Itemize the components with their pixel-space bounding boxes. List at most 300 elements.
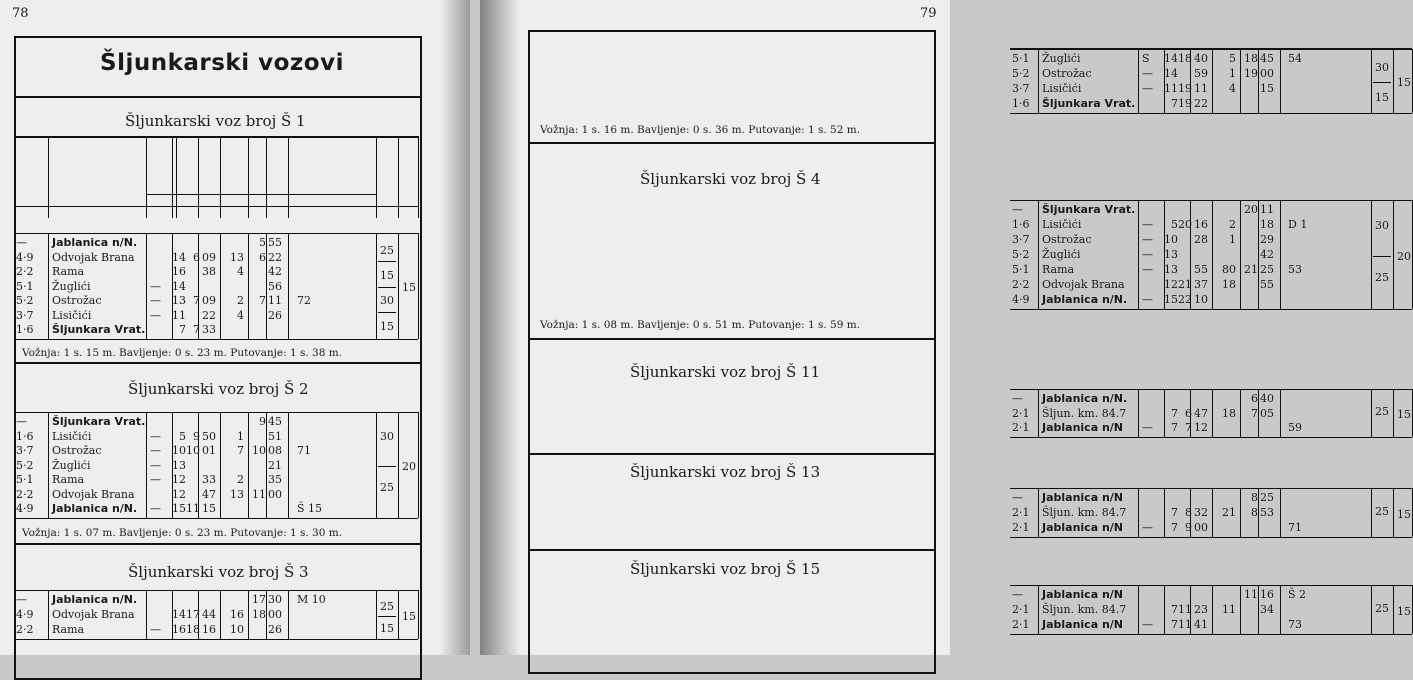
bavljenje-cell: 2 xyxy=(237,473,244,486)
column-rule xyxy=(1371,200,1372,309)
column-rule xyxy=(220,412,221,518)
station-name: Lisičići xyxy=(52,308,92,322)
station-name: Žuglići xyxy=(52,458,91,472)
km-cell: 1·6 xyxy=(1012,97,1030,110)
km-cell: — xyxy=(1012,392,1023,405)
odlazak-min: 55 xyxy=(1260,278,1274,291)
smjer-cell: — xyxy=(150,473,161,486)
km-cell: — xyxy=(16,236,27,249)
red-vozno-cell: 14 xyxy=(172,279,186,293)
column-rule xyxy=(288,412,289,518)
osn-brzina: 25 xyxy=(1375,271,1389,285)
dolazak-min: 28 xyxy=(1194,233,1208,246)
summary-s4: Vožnja: 1 s. 08 m. Bavljenje: 0 s. 51 m. Putovanje: 1 s. 59 m. xyxy=(540,319,861,331)
column-rule xyxy=(1138,49,1139,113)
sastajanja-cell: Š 2 xyxy=(1288,588,1307,601)
dolazak-min: 22 xyxy=(1194,97,1208,110)
odlazak-min: 05 xyxy=(1260,406,1274,420)
column-rule xyxy=(172,590,173,639)
dolazak-min: 47 xyxy=(202,487,216,501)
bavljenje-cell: 4 xyxy=(237,265,244,278)
odlazak-min: 40 xyxy=(1260,392,1274,405)
column-rule xyxy=(398,412,399,518)
column-rule xyxy=(172,233,173,339)
km-cell: 5·1 xyxy=(16,279,34,293)
km-cell: 2·1 xyxy=(1012,406,1030,420)
column-rule xyxy=(1240,200,1241,309)
proc-kocenja: 15 xyxy=(1397,604,1411,618)
dolazak-min: 37 xyxy=(1194,278,1208,291)
station-name: Šljunkara Vrat. xyxy=(1042,97,1136,110)
divider xyxy=(530,549,934,551)
bavljenje-cell: 2 xyxy=(237,294,244,307)
bavljenje-cell: 7 xyxy=(237,444,244,457)
km-cell: 2·1 xyxy=(1012,618,1030,631)
odlazak-min: 42 xyxy=(268,265,282,278)
column-rule xyxy=(1038,585,1039,634)
left-page xyxy=(0,0,470,655)
row-rule xyxy=(378,287,396,288)
column-rule xyxy=(198,412,199,518)
red-vozno-cell: 15 xyxy=(1164,293,1178,306)
dolazak-min: 23 xyxy=(1194,603,1208,616)
red-vozno-cell: 14 xyxy=(172,608,186,621)
bavljenje-cell: 80 xyxy=(1222,263,1236,276)
dolazak-min: 01 xyxy=(202,444,216,457)
km-cell: 4·9 xyxy=(16,502,34,515)
column-rule xyxy=(1371,488,1372,537)
proc-kocenja: 15 xyxy=(402,280,416,294)
km-cell: 2·2 xyxy=(1012,278,1030,291)
column-rule xyxy=(1212,389,1213,437)
column-rule xyxy=(1038,49,1039,113)
column-rule xyxy=(1190,200,1191,309)
km-cell: — xyxy=(1012,491,1023,504)
odlazak-hour: 6 xyxy=(1251,392,1258,405)
odlazak-min: 29 xyxy=(1260,233,1274,246)
dolazak-hour: 11 xyxy=(1178,618,1192,631)
divider xyxy=(16,362,420,364)
column-rule xyxy=(418,412,419,518)
red-vozno-cell: 7 xyxy=(1171,506,1178,519)
odlazak-min: 26 xyxy=(268,308,282,322)
km-cell: 1·6 xyxy=(16,323,34,336)
page-gutter-shadow xyxy=(440,0,470,655)
odlazak-hour: 20 xyxy=(1244,203,1258,216)
station-name: Lisičići xyxy=(52,429,92,443)
station-name: Jablanica n/N. xyxy=(52,593,138,606)
row-rule xyxy=(14,590,418,591)
divider xyxy=(530,453,934,455)
row-rule xyxy=(14,639,418,640)
column-rule xyxy=(1371,49,1372,113)
odlazak-hour: 11 xyxy=(1244,588,1258,601)
dolazak-min: 16 xyxy=(1194,218,1208,231)
dolazak-hour: 9 xyxy=(1185,521,1192,534)
odlazak-min: 34 xyxy=(1260,603,1274,616)
osn-brzina: 15 xyxy=(380,622,394,636)
odlazak-min: 42 xyxy=(1260,248,1274,261)
divider xyxy=(16,543,420,545)
column-rule xyxy=(48,590,49,639)
dolazak-hour: 19 xyxy=(1178,82,1192,95)
station-name: Jablanica n/N. xyxy=(52,236,138,249)
km-cell: 5·2 xyxy=(16,458,34,472)
station-name: Šljunkara Vrat. xyxy=(1042,203,1136,216)
station-name: Jablanica n/N xyxy=(1042,521,1124,534)
odlazak-min: 00 xyxy=(1260,67,1274,80)
dolazak-hour: 7 xyxy=(193,294,200,307)
station-name: Žuglići xyxy=(1042,248,1081,261)
section-title-s4: Šljunkarski voz broj Š 4 xyxy=(640,170,821,188)
km-cell: — xyxy=(16,415,27,428)
km-cell: 4·9 xyxy=(16,608,34,621)
dolazak-hour: 18 xyxy=(1178,52,1192,65)
proc-kocenja: 15 xyxy=(1397,507,1411,521)
station-name: Odvojak Brana xyxy=(52,608,135,621)
column-rule xyxy=(1393,488,1394,537)
column-rule xyxy=(1280,389,1281,437)
km-cell: 1·6 xyxy=(16,429,34,443)
dolazak-min: 38 xyxy=(202,265,216,278)
bavljenje-cell: 13 xyxy=(230,487,244,501)
dolazak-hour: 19 xyxy=(1178,97,1192,110)
column-rule xyxy=(1371,585,1372,634)
odlazak-min: 00 xyxy=(268,608,282,621)
km-cell: 5·2 xyxy=(1012,67,1030,80)
column-rule xyxy=(288,233,289,339)
row-rule xyxy=(14,136,418,138)
station-name: Šljun. km. 84.7 xyxy=(1042,506,1127,519)
bavljenje-cell: 4 xyxy=(1229,82,1236,95)
column-rule xyxy=(1280,488,1281,537)
smjer-cell: — xyxy=(150,308,161,322)
row-rule xyxy=(1010,488,1412,489)
column-rule xyxy=(1190,585,1191,634)
red-vozno-cell: 13 xyxy=(1164,248,1178,261)
station-name: Lisičići xyxy=(1042,82,1082,95)
odlazak-min: 08 xyxy=(268,444,282,457)
column-rule xyxy=(1138,389,1139,437)
odlazak-hour: 8 xyxy=(1251,506,1258,519)
smjer-cell: — xyxy=(150,279,161,293)
odlazak-min: 16 xyxy=(1260,588,1274,601)
column-rule xyxy=(1212,585,1213,634)
km-cell: 3·7 xyxy=(1012,82,1030,95)
smjer-cell: — xyxy=(150,444,161,457)
km-cell: — xyxy=(16,593,27,606)
column-rule xyxy=(198,590,199,639)
row-rule xyxy=(1010,437,1412,438)
osn-brzina: 25 xyxy=(1375,504,1389,518)
odlazak-hour: 19 xyxy=(1244,67,1258,80)
station-name: Jablanica n/N xyxy=(1042,491,1124,504)
red-vozno-cell: 13 xyxy=(172,458,186,472)
odlazak-min: 30 xyxy=(268,593,282,606)
station-name: Rama xyxy=(1042,263,1075,276)
odlazak-min: 53 xyxy=(1260,506,1274,519)
column-rule xyxy=(376,233,377,339)
km-cell: 5·1 xyxy=(16,473,34,486)
page-gutter-shadow xyxy=(480,0,520,655)
column-rule xyxy=(48,412,49,518)
dolazak-min: 55 xyxy=(1194,263,1208,276)
summary-s1: Vožnja: 1 s. 15 m. Bavljenje: 0 s. 23 m. Putovanje: 1 s. 38 m. xyxy=(22,347,343,359)
km-cell: 3·7 xyxy=(16,308,34,322)
dolazak-hour: 7 xyxy=(1185,421,1192,434)
sastajanja-cell: 73 xyxy=(1288,618,1302,631)
column-rule xyxy=(1164,585,1165,634)
dolazak-min: 22 xyxy=(202,308,216,322)
dolazak-min: 10 xyxy=(1194,293,1208,306)
odlazak-min: 11 xyxy=(268,294,282,307)
km-cell: 5·2 xyxy=(1012,248,1030,261)
dolazak-min: 41 xyxy=(1194,618,1208,631)
column-rule xyxy=(1280,585,1281,634)
red-vozno-cell: 12 xyxy=(172,473,186,486)
column-rule xyxy=(1190,49,1191,113)
column-rule xyxy=(1393,389,1394,437)
station-name: Ostrožac xyxy=(1042,67,1092,80)
odlazak-min: 51 xyxy=(268,429,282,443)
osn-brzina: 15 xyxy=(380,319,394,333)
column-rule xyxy=(1280,49,1281,113)
column-rule xyxy=(1240,389,1241,437)
km-cell: 2·2 xyxy=(16,623,34,636)
dolazak-hour: 17 xyxy=(186,608,200,621)
smjer-cell: — xyxy=(150,623,161,636)
odlazak-hour: 9 xyxy=(259,415,266,428)
station-name: Ostrožac xyxy=(52,444,102,457)
osn-brzina: 15 xyxy=(380,268,394,282)
column-rule xyxy=(248,590,249,639)
row-rule xyxy=(14,518,418,519)
red-vozno-cell: 7 xyxy=(1171,406,1178,420)
osn-brzina: 25 xyxy=(380,599,394,613)
smjer-cell: — xyxy=(1142,293,1153,306)
bavljenje-cell: 18 xyxy=(1222,278,1236,291)
column-rule xyxy=(1240,585,1241,634)
red-vozno-cell: 12 xyxy=(1164,278,1178,291)
summary-s2: Vožnja: 1 s. 07 m. Bavljenje: 0 s. 23 m. Putovanje: 1 s. 30 m. xyxy=(22,527,343,539)
proc-kocenja: 15 xyxy=(1397,76,1411,89)
column-rule xyxy=(1164,488,1165,537)
divider xyxy=(16,96,420,98)
odlazak-min: 15 xyxy=(1260,82,1274,95)
row-rule xyxy=(1010,309,1412,310)
column-rule xyxy=(1280,200,1281,309)
summary-s3: Vožnja: 1 s. 16 m. Bavljenje: 0 s. 36 m. Putovanje: 1 s. 52 m. xyxy=(540,124,861,136)
bavljenje-cell: 1 xyxy=(237,429,244,443)
column-rule xyxy=(376,590,377,639)
sastajanja-cell: Š 15 xyxy=(297,502,323,515)
station-name: Jablanica n/N xyxy=(1042,618,1124,631)
odlazak-hour: 10 xyxy=(252,444,266,457)
column-rule xyxy=(220,590,221,639)
column-rule xyxy=(1038,389,1039,437)
column-rule xyxy=(266,590,267,639)
km-cell: 3·7 xyxy=(1012,233,1030,246)
odlazak-hour: 6 xyxy=(259,250,266,264)
station-name: Rama xyxy=(52,473,85,486)
column-rule xyxy=(398,233,399,339)
red-vozno-cell: 12 xyxy=(172,487,186,501)
odlazak-hour: 18 xyxy=(1244,52,1258,65)
bavljenje-cell: 4 xyxy=(237,308,244,322)
dolazak-min: 33 xyxy=(202,323,216,336)
smjer-cell: — xyxy=(1142,218,1153,231)
odlazak-min: 11 xyxy=(1260,203,1274,216)
station-name: Jablanica n/N. xyxy=(52,502,138,515)
dolazak-hour: 9 xyxy=(193,429,200,443)
row-rule xyxy=(378,261,396,262)
column-rule xyxy=(288,590,289,639)
row-rule xyxy=(1373,256,1391,257)
row-rule xyxy=(378,466,396,467)
km-cell: 2·1 xyxy=(1012,421,1030,434)
odlazak-min: 22 xyxy=(268,250,282,264)
red-vozno-cell: 7 xyxy=(1171,618,1178,631)
section-title-s3: Šljunkarski voz broj Š 3 xyxy=(128,563,309,581)
odlazak-min: 45 xyxy=(1260,52,1274,65)
column-rule xyxy=(1393,49,1394,113)
column-rule xyxy=(1212,200,1213,309)
column-rule xyxy=(1212,488,1213,537)
odlazak-min: 26 xyxy=(268,623,282,636)
bavljenje-cell: 1 xyxy=(1229,67,1236,80)
row-rule xyxy=(1010,389,1412,390)
station-name: Žuglići xyxy=(52,279,91,293)
dolazak-hour: 6 xyxy=(193,250,200,264)
row-rule xyxy=(146,194,376,195)
red-vozno-cell: 13 xyxy=(1164,263,1178,276)
proc-kocenja: 15 xyxy=(1397,407,1411,421)
dolazak-hour: 18 xyxy=(186,623,200,636)
sastajanja-cell: 71 xyxy=(1288,521,1302,534)
page-number-left: 78 xyxy=(12,6,29,21)
row-rule xyxy=(378,616,396,617)
dolazak-min: 33 xyxy=(202,473,216,486)
odlazak-min: 25 xyxy=(1260,263,1274,276)
dolazak-hour: 11 xyxy=(186,502,200,515)
row-rule xyxy=(1010,200,1412,201)
column-rule xyxy=(1138,200,1139,309)
station-name: Šljunkara Vrat. xyxy=(52,323,146,336)
smjer-cell: — xyxy=(1142,67,1153,80)
osn-brzina: 30 xyxy=(1375,61,1389,74)
row-rule xyxy=(378,312,396,313)
dolazak-min: 50 xyxy=(202,429,216,443)
column-rule xyxy=(146,412,147,518)
sastajanja-cell: 59 xyxy=(1288,421,1302,434)
smjer-cell: S xyxy=(1142,52,1150,65)
station-name: Odvojak Brana xyxy=(1042,278,1125,291)
osn-brzina: 30 xyxy=(1375,218,1389,232)
osn-brzina: 25 xyxy=(380,243,394,257)
red-vozno-cell: 15 xyxy=(172,502,186,515)
column-rule xyxy=(1371,389,1372,437)
column-rule xyxy=(1258,585,1259,634)
km-cell: 2·2 xyxy=(16,265,34,278)
sastajanja-cell: 72 xyxy=(297,294,311,307)
station-name: Šljun. km. 84.7 xyxy=(1042,406,1127,420)
red-vozno-cell: 7 xyxy=(1171,521,1178,534)
station-name: Rama xyxy=(52,623,85,636)
right-page xyxy=(480,0,1411,655)
km-cell: 2·1 xyxy=(1012,506,1030,519)
km-cell: 3·7 xyxy=(16,444,34,457)
km-cell: 5·2 xyxy=(16,294,34,307)
column-rule xyxy=(248,412,249,518)
dolazak-hour: 8 xyxy=(1185,506,1192,519)
dolazak-min: 09 xyxy=(202,294,216,307)
dolazak-hour: 6 xyxy=(1185,406,1192,420)
divider xyxy=(530,338,934,340)
column-rule xyxy=(418,590,419,639)
km-cell: 2·1 xyxy=(1012,521,1030,534)
dolazak-min: 32 xyxy=(1194,506,1208,519)
station-name: Jablanica n/N. xyxy=(1042,293,1128,306)
row-rule xyxy=(14,339,418,340)
km-cell: — xyxy=(1012,588,1023,601)
red-vozno-cell: 14 xyxy=(1164,67,1178,80)
dolazak-min: 40 xyxy=(1194,52,1208,65)
station-name: Ostrožac xyxy=(52,294,102,307)
red-vozno-cell: 16 xyxy=(172,623,186,636)
column-rule xyxy=(266,412,267,518)
section-title-s1: Šljunkarski voz broj Š 1 xyxy=(125,112,306,130)
row-rule xyxy=(1010,49,1412,50)
odlazak-hour: 5 xyxy=(259,236,266,249)
bavljenje-cell: 11 xyxy=(1222,603,1236,616)
bavljenje-cell: 16 xyxy=(230,608,244,621)
km-cell: 1·6 xyxy=(1012,218,1030,231)
sastajanja-cell: 53 xyxy=(1288,263,1302,276)
dolazak-min: 11 xyxy=(1194,82,1208,95)
column-rule xyxy=(1258,200,1259,309)
red-vozno-cell: 11 xyxy=(1164,82,1178,95)
row-rule xyxy=(1010,113,1412,114)
smjer-cell: — xyxy=(150,458,161,472)
row-rule xyxy=(1010,537,1412,538)
column-rule xyxy=(248,233,249,339)
page-title: Šljunkarski vozovi xyxy=(100,50,344,76)
station-name: Odvojak Brana xyxy=(52,250,135,264)
station-name: Jablanica n/N xyxy=(1042,588,1124,601)
odlazak-hour: 11 xyxy=(252,487,266,501)
smjer-cell: — xyxy=(1142,421,1153,434)
bavljenje-cell: 21 xyxy=(1222,506,1236,519)
station-name: Jablanica n/N xyxy=(1042,421,1124,434)
column-rule xyxy=(1164,200,1165,309)
column-rule xyxy=(1258,389,1259,437)
column-rule xyxy=(1038,200,1039,309)
column-rule xyxy=(1138,488,1139,537)
dolazak-min: 12 xyxy=(1194,421,1208,434)
smjer-cell: — xyxy=(1142,618,1153,631)
km-cell: — xyxy=(1012,203,1023,216)
station-name: Ostrožac xyxy=(1042,233,1092,246)
row-rule xyxy=(1010,585,1412,586)
column-rule xyxy=(172,412,173,518)
dolazak-min: 59 xyxy=(1194,67,1208,80)
odlazak-hour: 17 xyxy=(252,593,266,606)
row-rule xyxy=(14,412,418,413)
column-rule xyxy=(1190,389,1191,437)
column-rule xyxy=(418,136,419,218)
dolazak-min: 44 xyxy=(202,608,216,621)
row-rule xyxy=(14,233,418,234)
